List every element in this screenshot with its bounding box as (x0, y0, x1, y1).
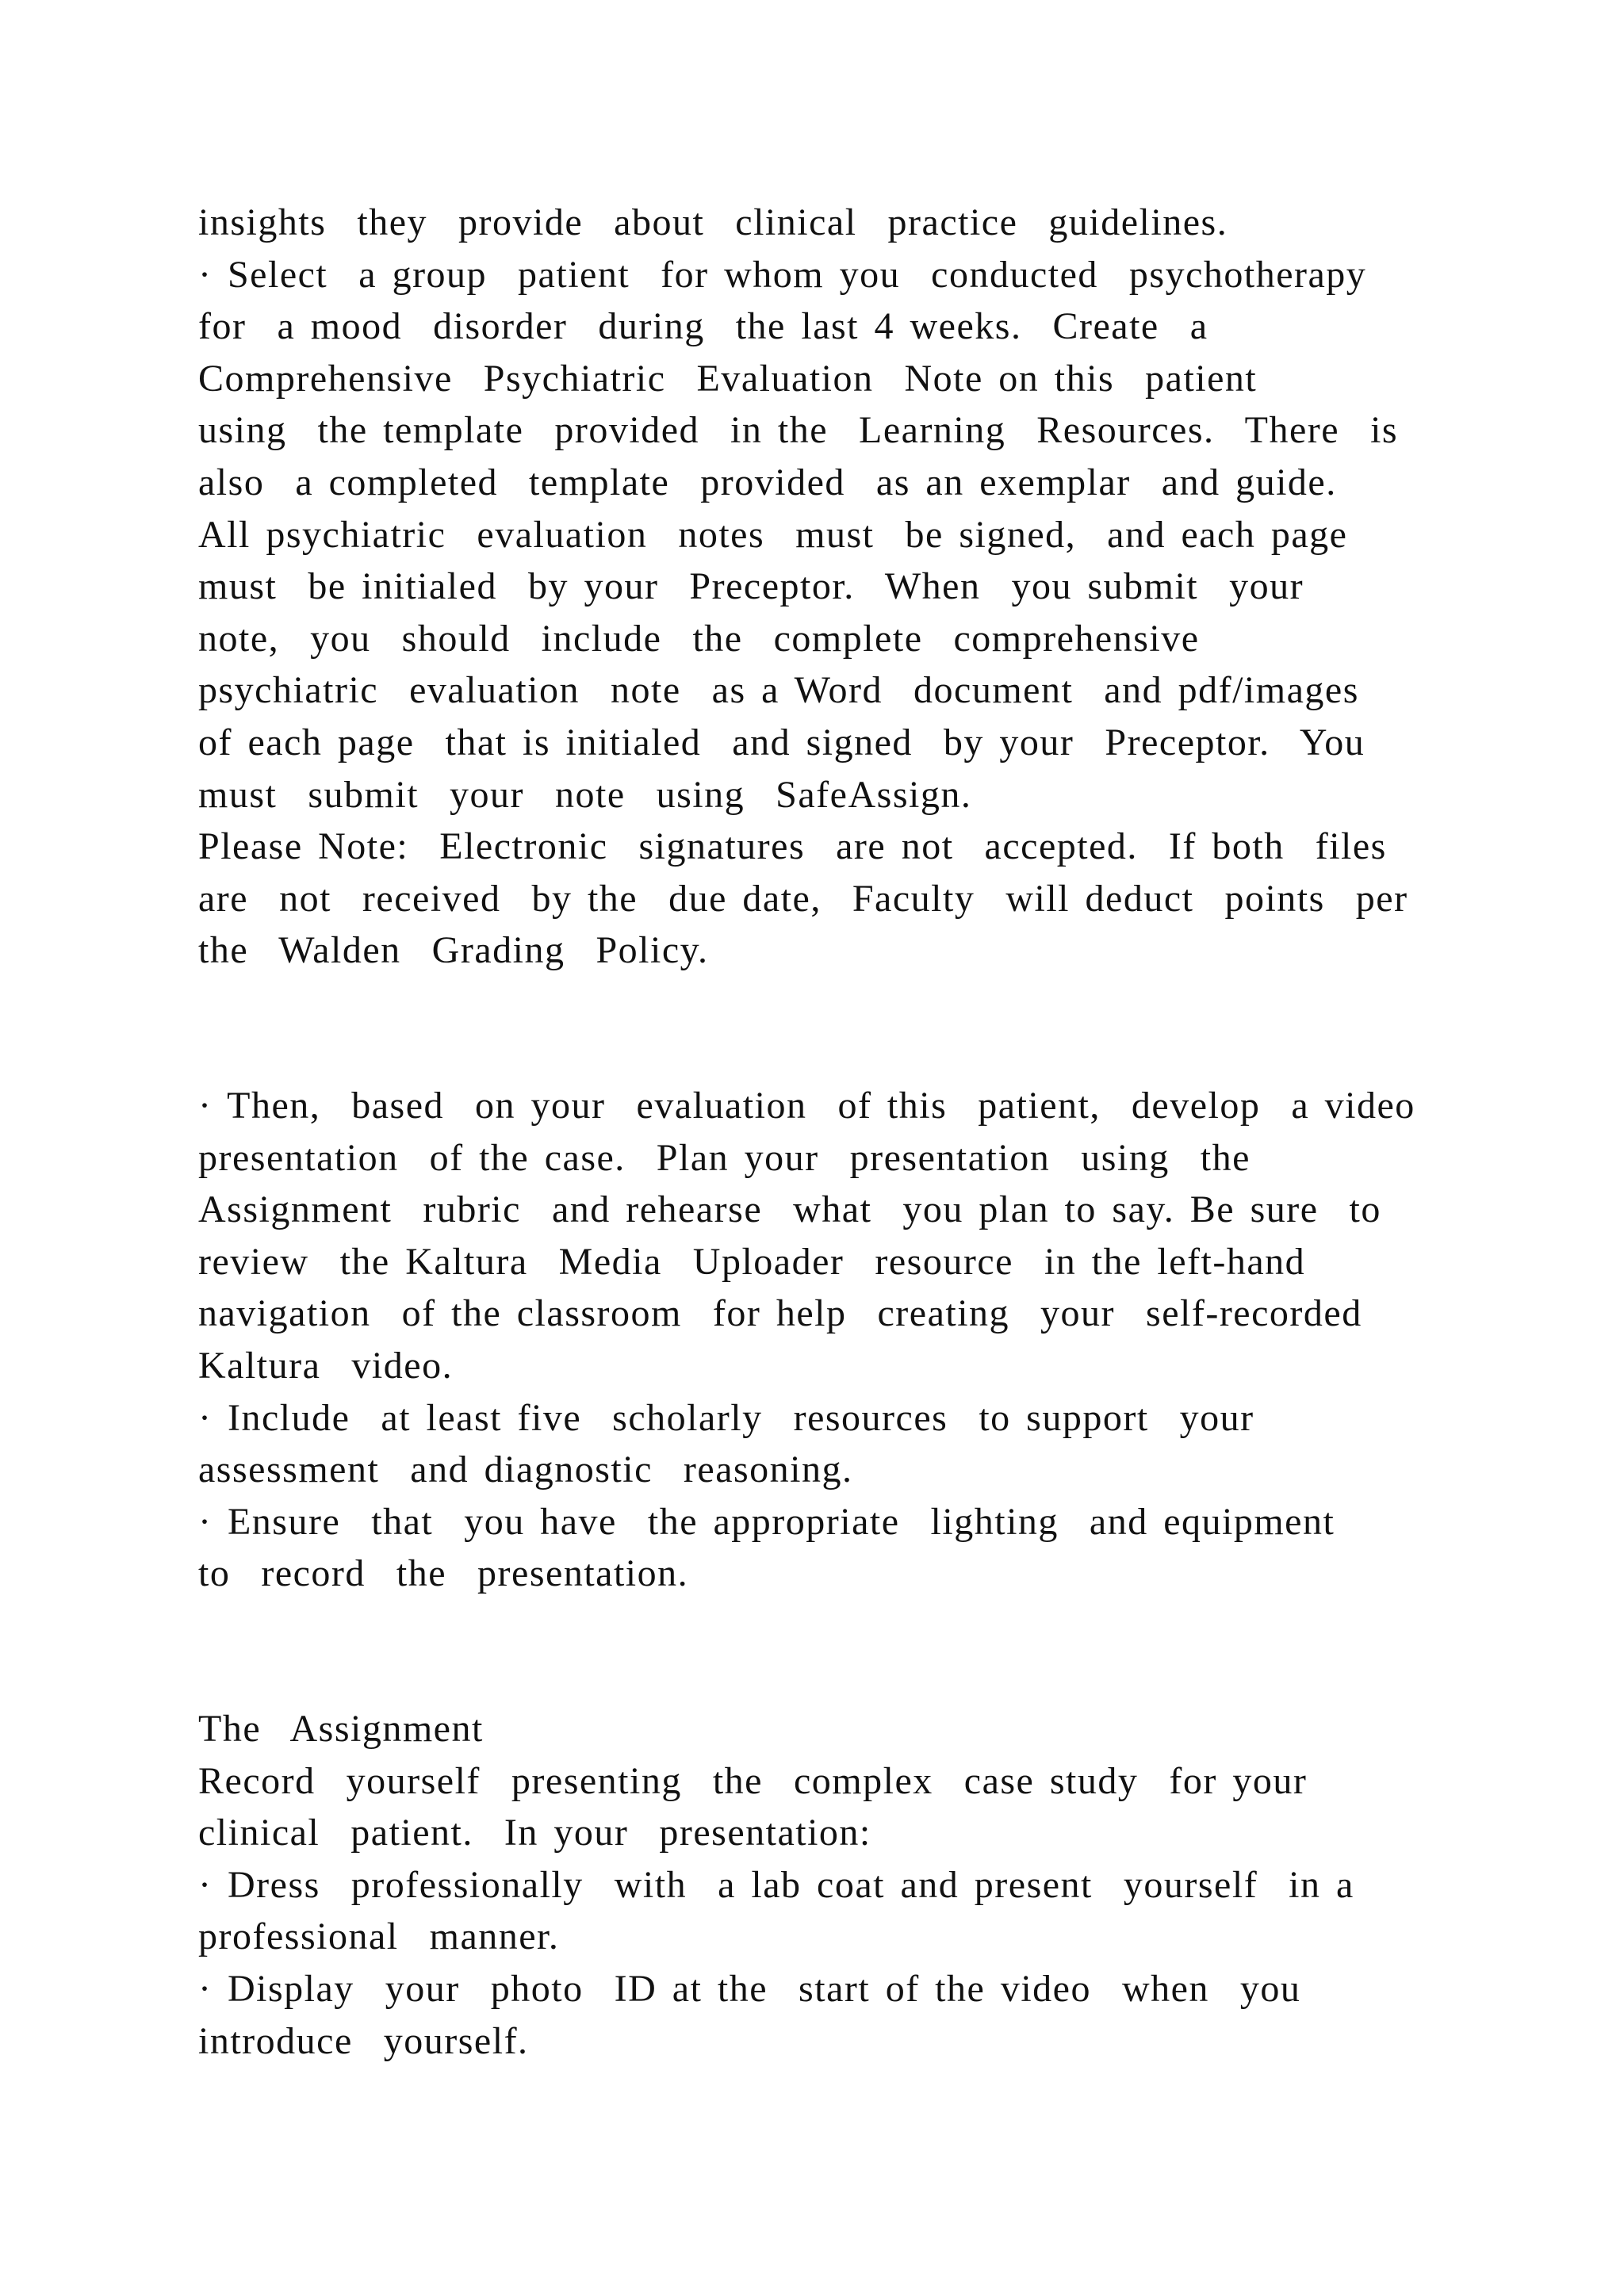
text-line: to record the presentation. (198, 1552, 689, 1595)
section-heading: The Assignment (198, 1708, 484, 1750)
paragraph-video-presentation (198, 1080, 1546, 1600)
text-line: · Select a group patient for whom you conducted psychotherapy (198, 253, 1367, 296)
text-line: for a mood disorder during the last 4 weeks. Create a (198, 305, 1208, 348)
text-line: must submit your note using SafeAssign. (198, 773, 972, 816)
text-line: clinical patient. In your presentation: (198, 1812, 871, 1854)
text-line: · Display your photo ID at the start of the video when you (198, 1967, 1301, 2010)
text-line: review the Kaltura Media Uploader resource in the left-hand (198, 1240, 1306, 1283)
text-line: insights they provide about clinical practice guidelines. (198, 201, 1228, 243)
text-line: Record yourself presenting the complex case study for your (198, 1759, 1308, 1802)
text-line: assessment and diagnostic reasoning. (198, 1448, 853, 1491)
text-line: · Then, based on your evaluation of this patient, develop a video (198, 1085, 1415, 1127)
text-line: note, you should include the complete comprehensive (198, 617, 1200, 660)
text-line: using the template provided in the Learning Resources. There is (198, 409, 1399, 452)
text-line: psychiatric evaluation note as a Word document and pdf/images (198, 669, 1359, 712)
text-line: navigation of the classroom for help creating your self-recorded (198, 1292, 1362, 1335)
text-line: · Include at least five scholarly resources to support your (198, 1396, 1254, 1439)
text-line: Kaltura video. (198, 1344, 454, 1387)
text-line: presentation of the case. Plan your presentation using the (198, 1136, 1251, 1179)
text-line: introduce yourself. (198, 2019, 529, 2062)
text-line: Assignment rubric and rehearse what you plan to say. Be sure to (198, 1188, 1381, 1231)
text-line: professional manner. (198, 1915, 560, 1958)
text-line: Comprehensive Psychiatric Evaluation Note on this patient (198, 357, 1258, 400)
paragraph-the-assignment (198, 1703, 1546, 2067)
text-line: Please Note: Electronic signatures are not accepted. If both files (198, 825, 1387, 868)
text-line: of each page that is initialed and signed by your Preceptor. You (198, 721, 1365, 763)
text-line: are not received by the due date, Faculty will deduct points per (198, 877, 1408, 920)
text-line: · Dress professionally with a lab coat and present yourself in a (198, 1863, 1354, 1906)
text-line: All psychiatric evaluation notes must be signed, and each page (198, 513, 1348, 556)
text-line: also a completed template provided as an exemplar and guide. (198, 461, 1337, 503)
paragraph-guidelines-and-note (198, 197, 1546, 977)
text-line: must be initialed by your Preceptor. When you submit your (198, 565, 1304, 608)
text-line: the Walden Grading Policy. (198, 929, 709, 972)
text-line: · Ensure that you have the appropriate lighting and equipment (198, 1500, 1335, 1543)
